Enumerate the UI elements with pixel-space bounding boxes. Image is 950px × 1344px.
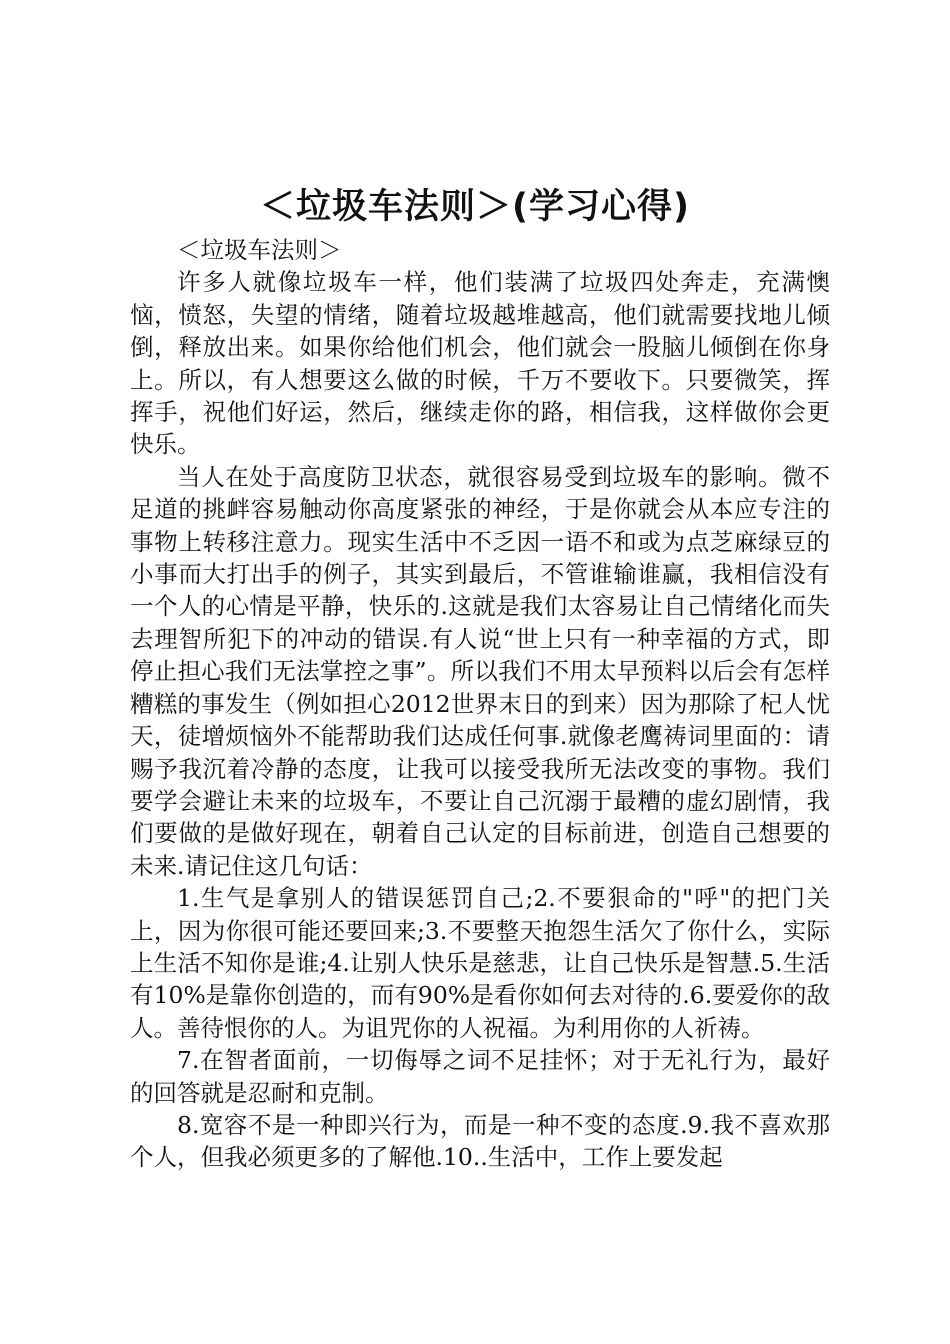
paragraph: 1.生气是拿别人的错误惩罚自己;2.不要狠命的"呼"的把门关上，因为你很可能还要回来;3.不要整天抱怨生活欠了你什么，实际上生活不知你是谁;4.让别人快乐是慈悲，让自己快乐是智慧.5.生活有10%是靠你创造的，而有90%是看你如何去对待的.6.要爱你的敌人。善待恨你的人。为诅咒你的人祝福。为利用你的人祈祷。 xyxy=(130,884,830,1042)
paragraph: 8.宽容不是一种即兴行为，而是一种不变的态度.9.我不喜欢那个人，但我必须更多的了解他.10..生活中，工作上要发起 xyxy=(130,1110,830,1172)
document-body xyxy=(130,234,830,1174)
paragraph: 许多人就像垃圾车一样，他们装满了垃圾四处奔走，充满懊恼，愤怒，失望的情绪，随着垃圾越堆越高，他们就需要找地儿倾倒，释放出来。如果你给他们机会，他们就会一股脑儿倾倒在你身上。所以，有人想要这么做的时候，千万不要收下。只要微笑，挥挥手，祝他们好运，然后，继续走你的路，相信我，这样做你会更快乐。 xyxy=(130,268,830,459)
paragraph: 当人在处于高度防卫状态，就很容易受到垃圾车的影响。微不足道的挑衅容易触动你高度紧张的神经，于是你就会从本应专注的事物上转移注意力。现实生活中不乏因一语不和或为点芝麻绿豆的小事而大打出手的例子，其实到最后，不管谁输谁赢，我相信没有一个人的心情是平静，快乐的.这就是我们太容易让自己情绪化而失去理智所犯下的冲动的错误.有人说“世上只有一种幸福的方式，即停止担心我们无法掌控之事”。所以我们不用太早预料以后会有怎样糟糕的事发生（例如担心2012世界末日的到来）因为那除了杞人忧天，徒增烦恼外不能帮助我们达成任何事.就像老鹰祷词里面的：请赐予我沉着冷静的态度，让我可以接受我所无法改变的事物。我们要学会避让未来的垃圾车，不要让自己沉溺于最糟的虚幻剧情，我们要做的是做好现在，朝着自己认定的目标前进，创造自己想要的未来.请记住这几句话： xyxy=(130,462,830,880)
paragraph-subtitle: ＜垃圾车法则＞ xyxy=(177,236,342,264)
document-title: ＜垃圾车法则＞(学习心得) xyxy=(260,187,690,227)
paragraph: 7.在智者面前，一切侮辱之词不足挂怀；对于无礼行为，最好的回答就是忍耐和克制。 xyxy=(130,1046,830,1107)
